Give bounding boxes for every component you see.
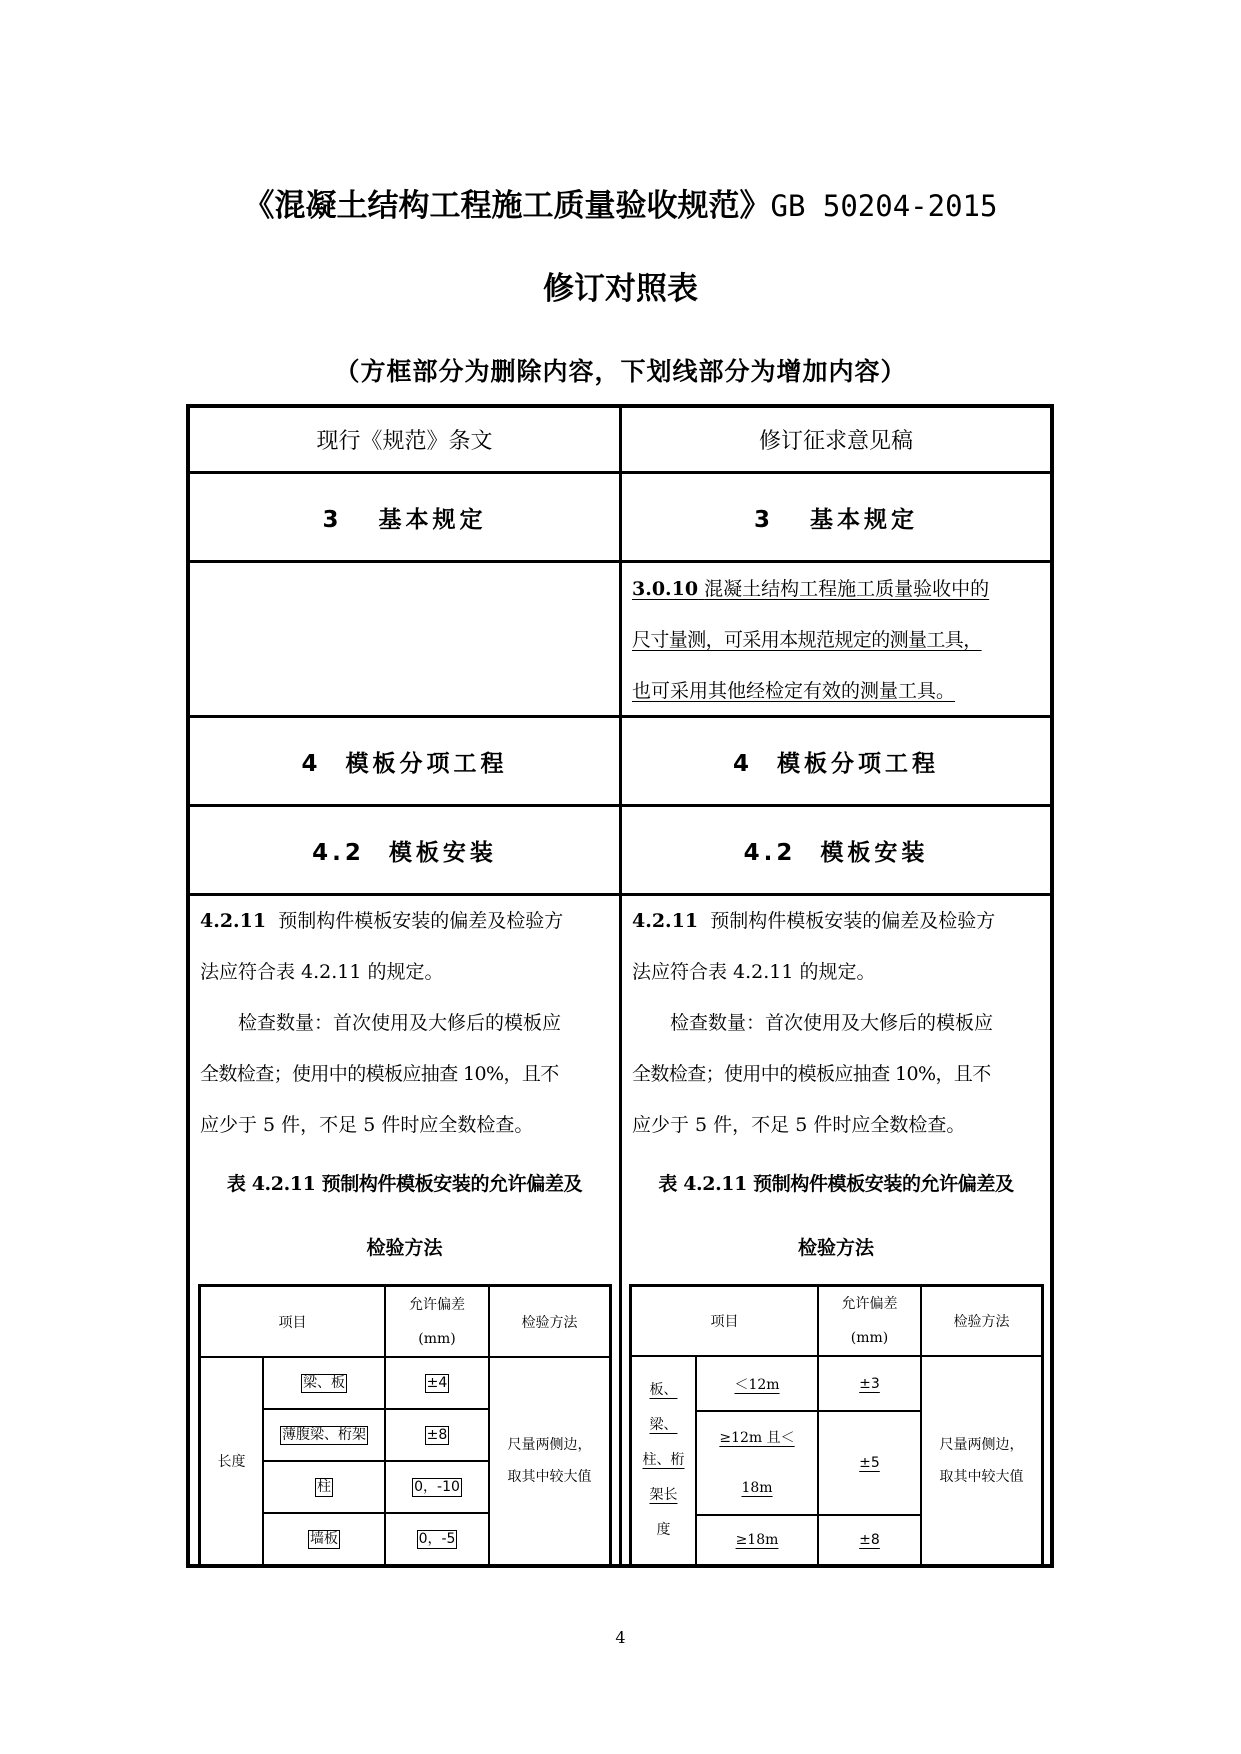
row-item xyxy=(264,1410,384,1460)
col-header-tolerance xyxy=(386,1287,488,1356)
section-3-right: 3 基本规定 xyxy=(753,506,919,533)
deleted-item: 梁、板 xyxy=(303,1374,345,1391)
row-tolerance xyxy=(819,1412,920,1514)
caption-line: 表 4.2.11 预制构件模板安装的允许偏差及 xyxy=(658,1173,1014,1195)
added-item: ＜12m xyxy=(734,1376,780,1393)
method-line: 取其中较大值 xyxy=(939,1468,1024,1485)
group-length-added xyxy=(632,1357,695,1564)
group-line: 板、 xyxy=(649,1382,678,1398)
group-line: 架长 xyxy=(649,1487,678,1503)
deleted-item: 墙板 xyxy=(310,1530,338,1547)
method-line: 取其中较大值 xyxy=(507,1469,592,1485)
clause-3-0-10-left-empty xyxy=(190,563,619,715)
deleted-tolerance: 0，-10 xyxy=(414,1478,460,1495)
col-header-method: 检验方法 xyxy=(521,1314,578,1331)
legend-note: （方框部分为删除内容，下划线部分为增加内容） xyxy=(334,357,907,386)
clause-4-2-11-revision xyxy=(632,896,1044,1151)
col-header-method: 检验方法 xyxy=(953,1314,1010,1330)
clause-3-0-10-line-1 xyxy=(632,564,1044,615)
clause-line: 检查数量：首次使用及大修后的模板应 xyxy=(670,1012,994,1034)
group-line: 柱、桁 xyxy=(642,1452,685,1468)
row-item xyxy=(697,1357,817,1410)
group-length: 长度 xyxy=(217,1454,246,1470)
deleted-tolerance: ±4 xyxy=(426,1374,448,1391)
group-line: 梁、 xyxy=(649,1417,678,1433)
col-header-item: 项目 xyxy=(710,1314,739,1330)
tolerance-label: 允许偏差 xyxy=(409,1296,465,1313)
added-tolerance: ±8 xyxy=(859,1532,880,1548)
row-item xyxy=(697,1412,817,1514)
row-tolerance xyxy=(386,1358,488,1408)
header-revision-draft: 修订征求意见稿 xyxy=(758,429,913,454)
added-item: ≥12m 且＜ xyxy=(719,1430,795,1446)
added-tolerance: ±3 xyxy=(859,1375,880,1392)
tolerance-unit: (mm) xyxy=(418,1330,456,1347)
table-border-right xyxy=(1050,404,1054,1568)
tolerance-label: 允许偏差 xyxy=(841,1296,898,1312)
row-item xyxy=(264,1358,384,1408)
row-item xyxy=(697,1516,817,1564)
inner-border xyxy=(609,1284,612,1566)
clause-3-0-10-added xyxy=(632,564,1044,714)
clause-line: 检查数量：首次使用及大修后的模板应 xyxy=(238,1012,562,1034)
added-item: ≥18m xyxy=(735,1532,779,1548)
section-4-2-left: 4.2 模板安装 xyxy=(312,839,497,866)
inspection-method xyxy=(490,1358,609,1564)
clause-line: 全数检查；使用中的模板应抽查 10%，且不 xyxy=(632,1063,991,1085)
row-tolerance xyxy=(386,1410,488,1460)
title-standard-name: 《混凝土结构工程施工质量验收规范》 xyxy=(243,188,771,224)
caption-line: 表 4.2.11 预制构件模板安装的允许偏差及 xyxy=(226,1173,583,1195)
page-number: 4 xyxy=(615,1628,626,1647)
section-4-left: 4 模板分项工程 xyxy=(301,750,508,777)
header-current-code: 现行《规范》条文 xyxy=(316,429,493,454)
clause-line: 应少于 5 件，不足 5 件时应全数检查。 xyxy=(200,1114,534,1136)
clause-number: 4.2.11 xyxy=(200,910,267,932)
clause-number: 3.0.10 xyxy=(632,578,699,600)
method-line: 尺量两侧边， xyxy=(507,1437,592,1453)
section-3-left: 3 基本规定 xyxy=(322,506,487,533)
deleted-item: 薄腹梁、桁架 xyxy=(282,1426,366,1443)
clause-line: 应少于 5 件，不足 5 件时应全数检查。 xyxy=(632,1114,966,1136)
col-header-tolerance xyxy=(819,1287,920,1355)
caption-line: 检验方法 xyxy=(797,1237,874,1259)
row-tolerance xyxy=(386,1462,488,1512)
deleted-tolerance: 0，-5 xyxy=(418,1530,456,1547)
inner-border xyxy=(1041,1284,1044,1566)
document-subtitle: 修订对照表 xyxy=(543,271,698,307)
table-caption-revision xyxy=(622,1152,1050,1280)
group-line: 度 xyxy=(656,1522,671,1538)
clause-line xyxy=(632,896,1044,947)
section-4-2-right: 4.2 模板安装 xyxy=(743,839,929,866)
added-item: 18m xyxy=(741,1480,773,1496)
clause-line: 法应符合表 4.2.11 的规定。 xyxy=(200,961,444,983)
document-title xyxy=(0,180,1241,225)
title-standard-code: GB 50204-2015 xyxy=(770,189,998,223)
inspection-method xyxy=(922,1357,1041,1564)
method-line: 尺量两侧边， xyxy=(939,1436,1024,1453)
clause-line xyxy=(200,896,612,947)
row-tolerance xyxy=(386,1514,488,1564)
added-tolerance: ±5 xyxy=(859,1455,880,1471)
row-item xyxy=(264,1462,384,1512)
section-4-right: 4 模板分项工程 xyxy=(732,750,940,777)
clause-text: 预制构件模板安装的偏差及检验方 xyxy=(278,910,564,932)
row-tolerance xyxy=(819,1516,920,1564)
tolerance-unit: (mm) xyxy=(850,1330,889,1346)
clause-line: 法应符合表 4.2.11 的规定。 xyxy=(632,961,876,983)
caption-line: 检验方法 xyxy=(366,1237,443,1259)
clause-3-0-10-line-3: 也可采用其他经检定有效的测量工具。 xyxy=(632,680,956,702)
table-caption-current xyxy=(190,1152,619,1280)
clause-number: 4.2.11 xyxy=(632,910,699,932)
column-divider xyxy=(619,404,622,1566)
clause-3-0-10-line-2: 尺寸量测，可采用本规范规定的测量工具， xyxy=(632,629,982,651)
clause-line: 全数检查；使用中的模板应抽查 10%，且不 xyxy=(200,1063,559,1085)
clause-text: 预制构件模板安装的偏差及检验方 xyxy=(710,910,996,932)
clause-text: 混凝土结构工程施工质量验收中的 xyxy=(704,578,990,600)
row-tolerance xyxy=(819,1357,920,1410)
clause-4-2-11-current xyxy=(200,896,612,1151)
col-header-item: 项目 xyxy=(278,1314,307,1331)
row-item xyxy=(264,1514,384,1564)
deleted-item: 柱 xyxy=(317,1478,331,1495)
deleted-tolerance: ±8 xyxy=(426,1426,448,1443)
